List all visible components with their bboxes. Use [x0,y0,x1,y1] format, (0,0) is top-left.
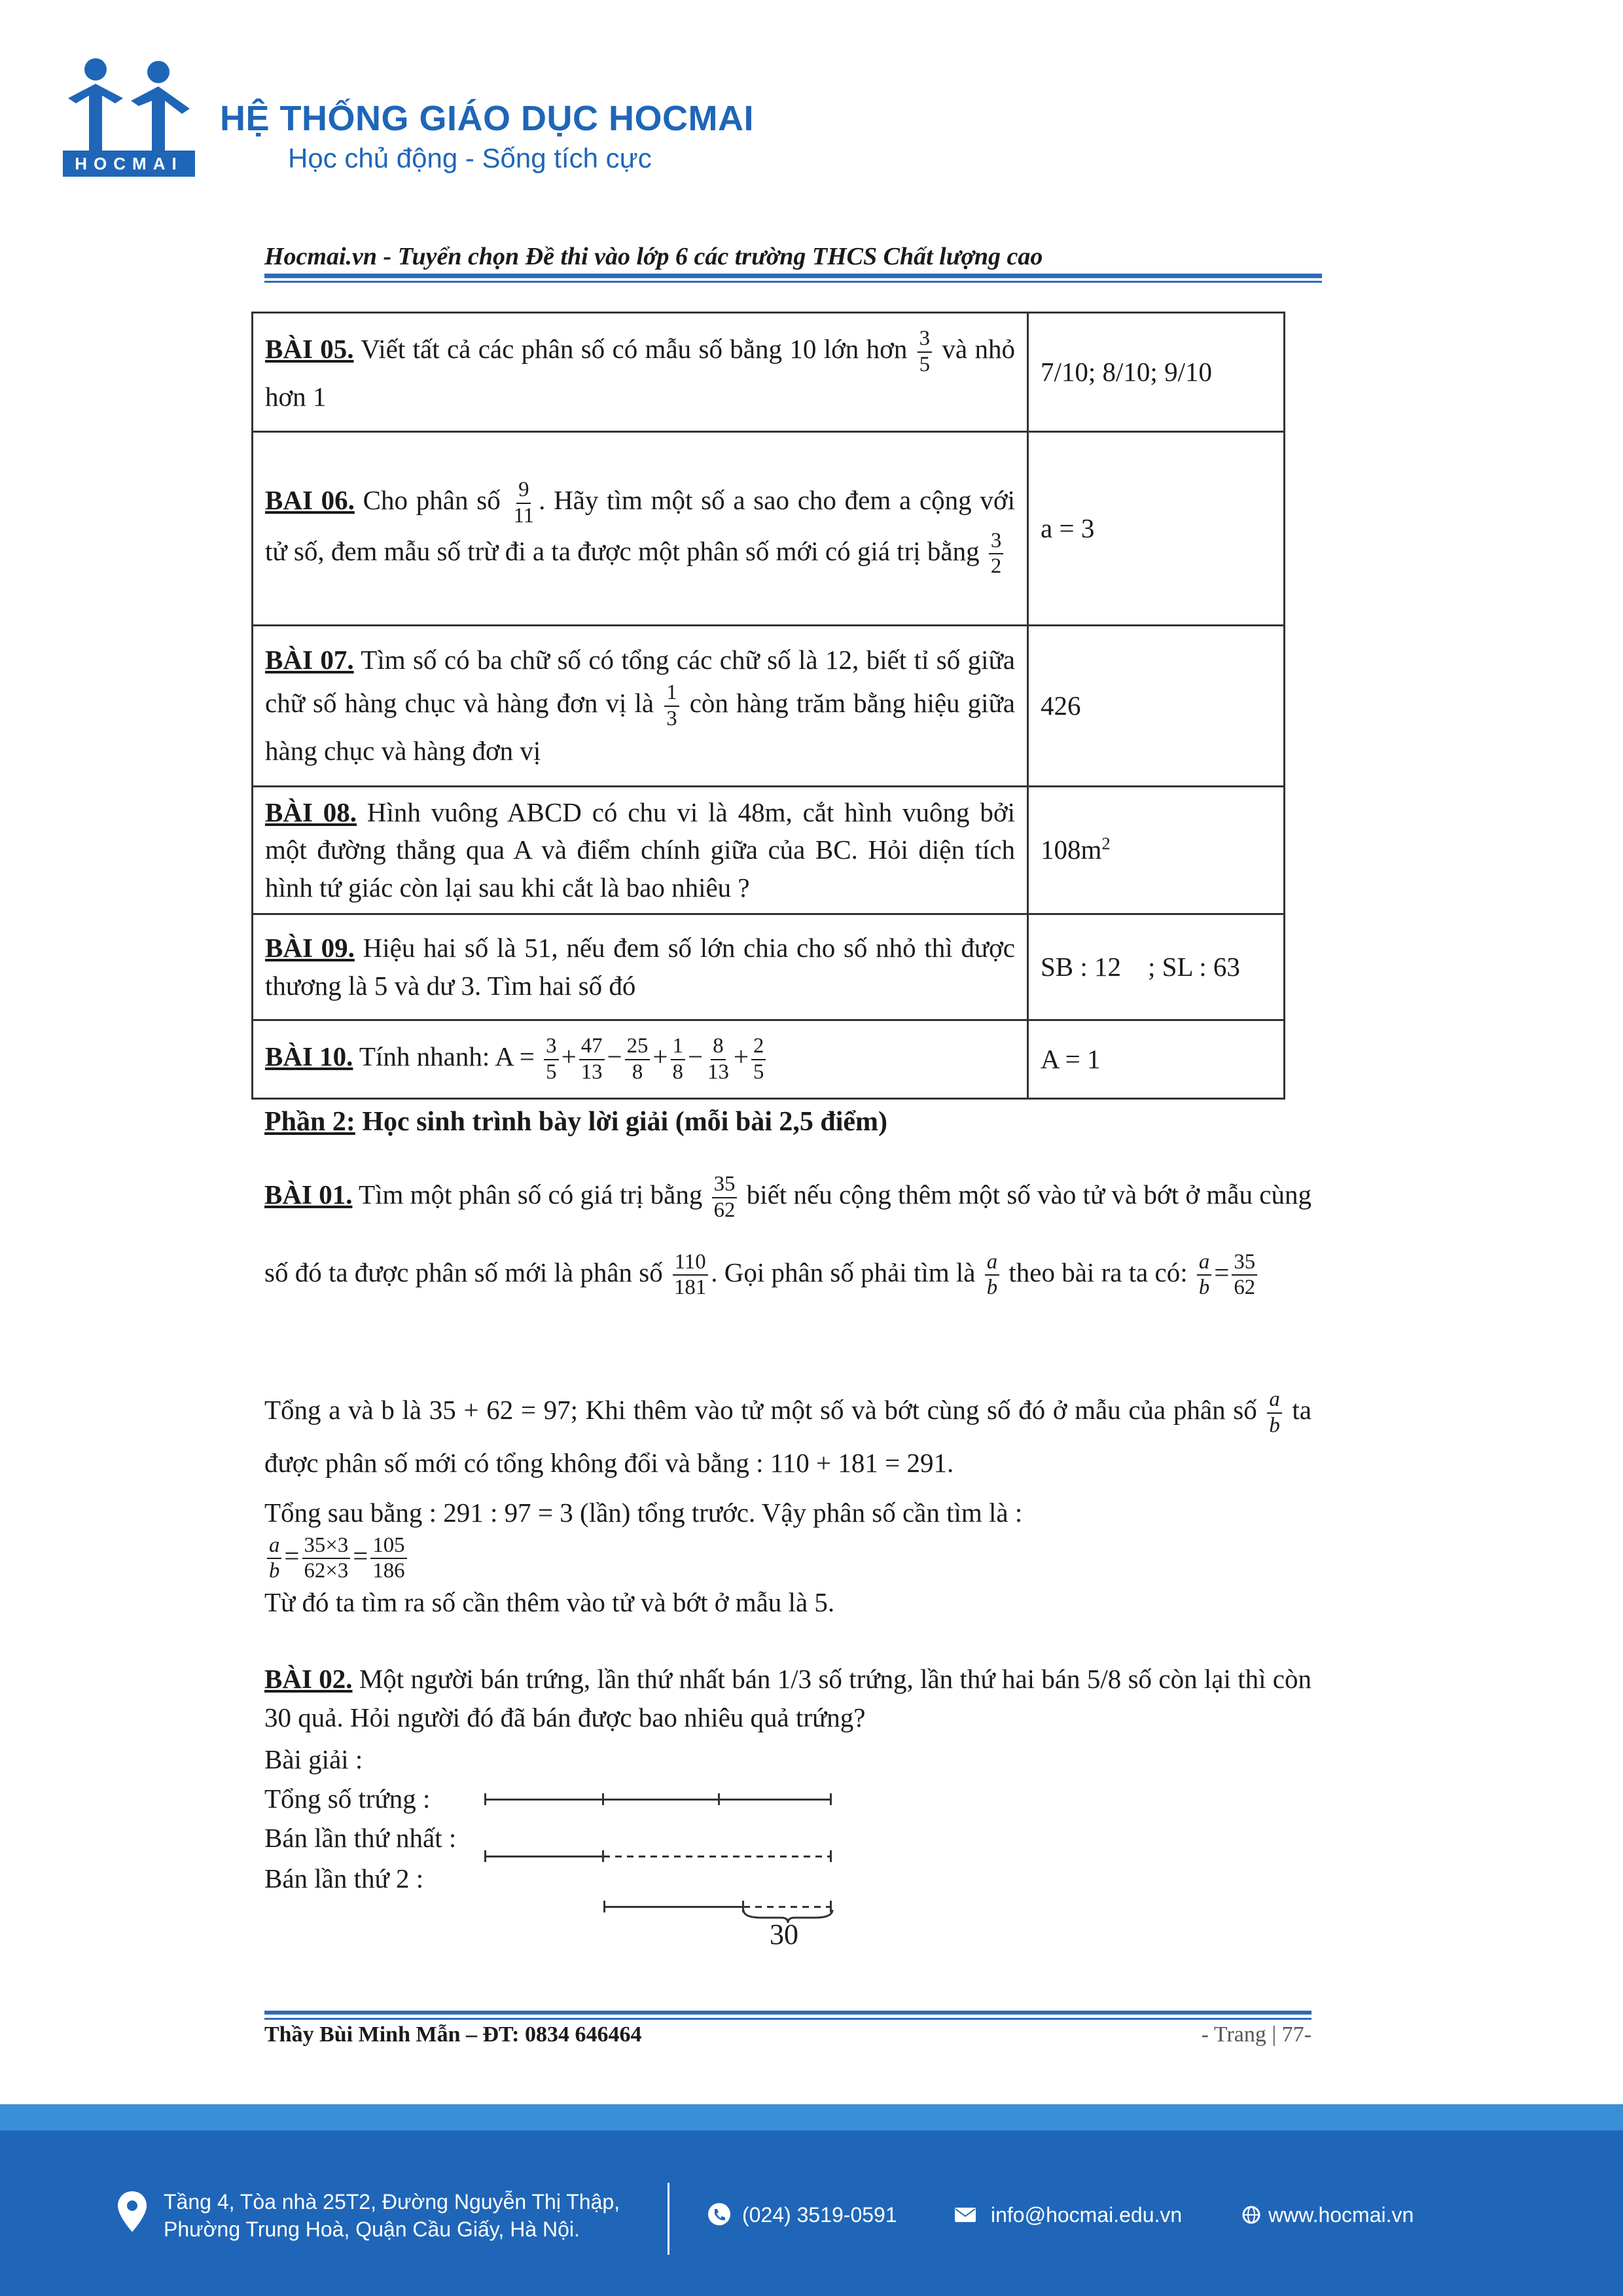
denominator: 2 [990,554,1002,579]
problem-heading: BÀI 01. [264,1179,353,1210]
footer-rule-thin [264,2018,1311,2020]
numerator: 1 [671,1034,685,1060]
diagram-label-second-sale: Bán lần thứ 2 : [264,1863,424,1893]
question-cell [253,787,1028,914]
answer-cell [1028,787,1285,914]
answer-cell: A = 1 [1028,1020,1285,1099]
denominator: b [269,1559,280,1583]
fraction [671,1034,685,1085]
fraction [511,478,536,528]
table-row [253,787,1285,914]
solution-line: Tổng sau bằng : 291 : 97 = 3 (lần) tổng trước. Vậy phân số cần tìm là : [264,1498,1023,1528]
second-sale-segment [603,1906,742,1908]
contact-band-top [0,2104,1623,2130]
phone-icon [707,2202,732,2227]
question-text: Hiệu hai số là 51, nếu đem số lớn chia cho số nhỏ thì được thương là 5 và dư 3. Tìm hai số đó [265,933,1015,1001]
part-label: Phần 2: [264,1107,355,1137]
fraction [544,1034,558,1085]
fraction [705,1034,731,1085]
solution-equation: $\frac{a}{b}$ = $\frac{35\times 3}{62\times 3}$ = $\frac{105}{186}$ [264,1534,1311,1584]
problem-heading: BÀI 02. [264,1664,353,1694]
problem-01-solution [264,1385,1311,1621]
fraction [1232,1250,1257,1300]
answer-table [251,312,1285,1100]
operator: − [607,1041,622,1072]
problem-02 [264,1660,1311,1738]
diagram-label-total: Tổng số trứng : [264,1784,431,1814]
numerator: 3 [989,529,1003,555]
tick [603,1901,605,1912]
question-cell [253,432,1028,626]
problem-heading: BÀI 05. [265,334,354,365]
diagram-label-first-sale: Bán lần thứ nhất : [264,1823,457,1853]
solution-line [264,1385,1311,1489]
tick [830,1850,832,1862]
fraction [370,1534,406,1584]
fraction [1267,1388,1281,1438]
address-line-1: Tầng 4, Tòa nhà 25T2, Đường Nguyễn Thị Thập, [164,2190,620,2214]
problem-text: Tìm một phân số có giá trị bằng [352,1179,709,1210]
header-rule [264,274,1322,278]
table-row [253,626,1285,787]
numerator: 2 [751,1034,766,1060]
denominator: 186 [372,1559,405,1583]
numerator: 8 [711,1034,725,1060]
question-text: và nhỏ hơn 1 [265,334,1015,412]
answer-superscript: 2 [1101,833,1111,853]
question-cell [253,313,1028,432]
tick [484,1793,486,1805]
brand-title: HỆ THỐNG GIÁO DỤC HOCMAI [220,99,754,138]
numerator: 105 [370,1534,406,1560]
hocmai-logo [63,52,195,178]
fraction [989,529,1003,579]
fraction [751,1034,766,1085]
logo-wordmark: HOCMAI [63,151,195,177]
fraction [664,681,679,731]
problem-heading: BÀI 08. [265,797,357,827]
numerator: 35 [1232,1250,1257,1276]
numerator: 25 [625,1034,651,1060]
fraction [985,1250,999,1300]
numerator: 47 [579,1034,605,1060]
numerator: a [1267,1388,1281,1414]
first-sale-segment [484,1856,603,1857]
table-row [253,1020,1285,1099]
question-text: . Hãy tìm một số a sao cho đem a cộng với tử số, đem mẫu số trừ đi a ta được một phân số mới có giá trị bằng [265,485,1015,566]
answer-cell: 7/10; 8/10; 9/10 [1028,313,1285,432]
problem-text: . Gọi phân số phải tìm là [711,1257,982,1287]
problem-01 [264,1156,1311,1312]
numerator: a [1197,1250,1211,1276]
answer-cell: a = 3 [1028,432,1285,626]
problem-heading: BÀI 09. [265,933,355,963]
website-link[interactable]: www.hocmai.vn [1268,2203,1414,2227]
email-icon [954,2207,976,2223]
numerator: 110 [673,1250,708,1276]
denominator: b [1198,1276,1210,1300]
brand-slogan: Học chủ động - Sống tích cực [288,143,652,173]
solution-text: Tổng a và b là 35 + 62 = 97; Khi thêm vào tử một số và bớt cùng số đó ở mẫu của phân số [264,1395,1265,1425]
fraction [918,327,932,377]
denominator: 5 [753,1060,764,1084]
question-cell [253,914,1028,1020]
remaining-dashed-segment [603,1856,831,1857]
denominator: b [1269,1413,1280,1437]
problem-text: theo bài ra ta có: [1002,1257,1194,1287]
question-text: Tính nhanh: A = [353,1041,542,1072]
operator: + [561,1041,577,1072]
question-text: Tìm số có ba chữ số có tổng các chữ số là 12, biết tỉ số giữa chữ số hàng chục và hàng đơn vị là [265,645,1015,718]
footer-rule [264,2011,1311,2015]
document-title: Hocmai.vn - Tuyển chọn Đề thi vào lớp 6 các trường THCS Chất lượng cao [264,243,1043,270]
denominator: 3 [666,706,677,730]
numerator: 3 [544,1034,558,1060]
fraction [712,1172,738,1223]
denominator: 5 [546,1060,557,1084]
address-line-2: Phường Trung Hoà, Quận Cầu Giấy, Hà Nội. [164,2217,580,2241]
tick [718,1793,720,1805]
denominator: 62 [1234,1276,1256,1300]
numerator: 9 [516,478,531,504]
denominator: 5 [919,352,931,376]
problem-01-statement: BÀI 01. Tìm một phân số có giá trị bằng $\frac{35}{62}$ biết nếu cộng thêm một số vào tử và bớt ở mẫu cùng số đó ta được phân số mới là phân số $\frac{110}{181}$ . Gọi phân số phải tìm là $\frac{a}{b}$ theo bài ra ta có: $\frac{a}{b}$ = $\frac{35}{62}$ [264,1172,1311,1300]
numerator: 35 [712,1172,738,1198]
solution-label: Bài giải : [264,1744,363,1774]
globe-icon [1242,2206,1260,2224]
question-cell [253,626,1028,787]
numerator: 1 [664,681,679,707]
fraction [267,1534,281,1584]
denominator: 62×3 [304,1559,349,1583]
problem-heading: BAI 06. [265,485,355,516]
fraction [1197,1250,1211,1300]
fraction-expression [541,1033,768,1084]
question-text: Viết tất cả các phân số có mẫu số bằng 10 lớn hơn [353,334,915,365]
tick [602,1793,604,1805]
table-row [253,313,1285,432]
denominator: b [986,1276,998,1300]
operator: + [652,1041,668,1072]
denominator: 8 [672,1060,683,1084]
part-heading [264,1106,887,1138]
phone-number[interactable]: (024) 3519-0591 [742,2203,897,2227]
denominator: 13 [707,1060,729,1084]
tick [830,1793,832,1805]
fraction [625,1034,651,1085]
question-text: Hình vuông ABCD có chu vi là 48m, cắt hình vuông bởi một đường thẳng qua A và điểm chính giữa của BC. Hỏi diện tích hình tứ giác còn lại sau khi cắt là bao nhiêu ? [265,797,1015,903]
fraction [302,1534,351,1584]
denominator: 62 [713,1198,736,1222]
teacher-contact: Thầy Bùi Minh Mẫn – ĐT: 0834 646464 [264,2022,642,2047]
answer-value: 108m [1041,834,1102,865]
numerator: 35×3 [302,1534,351,1560]
question-text: còn hàng trăm bằng hiệu giữa hàng chục và hàng đơn vị [265,687,1015,766]
solution-line: Từ đó ta tìm ra số cần thêm vào tử và bớt ở mẫu là 5. [264,1587,835,1618]
contact-divider [668,2183,669,2255]
table-row [253,432,1285,626]
fraction [672,1250,708,1300]
question-text: Cho phân số [354,485,509,516]
denominator: 11 [513,503,535,528]
problem-text: biết nếu cộng thêm một số vào tử và bớt ở mẫu cùng số đó ta được phân số mới là phân số [264,1179,1311,1287]
location-pin-icon [116,2190,148,2233]
problem-heading: BÀI 10. [265,1041,353,1072]
header-rule-thin [264,281,1322,283]
answer-cell: SB : 12 ; SL : 63 [1028,914,1285,1020]
table-row [253,914,1285,1020]
numerator: 3 [918,327,932,353]
numerator: a [267,1534,281,1560]
solution-text: ta được phân số mới có tổng không đổi và bằng : 110 + 181 = 291. [264,1395,1312,1479]
part-title: Học sinh trình bày lời giải (mỗi bài 2,5 điểm) [355,1107,888,1137]
denominator: 181 [674,1276,707,1300]
people-logo-icon [63,52,195,151]
remaining-segment [743,1906,831,1908]
page-number: - Trang | 77- [1201,2022,1311,2047]
denominator: 13 [580,1060,603,1084]
question-cell [253,1020,1028,1099]
answer-cell: 426 [1028,626,1285,787]
fraction [579,1034,605,1085]
operator: + [733,1041,749,1072]
problem-heading: BÀI 07. [265,645,354,675]
operator: − [687,1041,704,1072]
numerator: a [985,1250,999,1276]
email-link[interactable]: info@hocmai.edu.vn [991,2203,1183,2227]
tick [484,1850,486,1862]
total-segment [484,1799,831,1801]
denominator: 8 [632,1060,643,1084]
problem-text: Một người bán trứng, lần thứ nhất bán 1/3 số trứng, lần thứ hai bán 5/8 số còn lại thì còn 30 quả. Hỏi người đó đã bán được bao nhiêu quả trứng? [264,1664,1311,1733]
remaining-eggs-label: 30 [770,1918,798,1950]
